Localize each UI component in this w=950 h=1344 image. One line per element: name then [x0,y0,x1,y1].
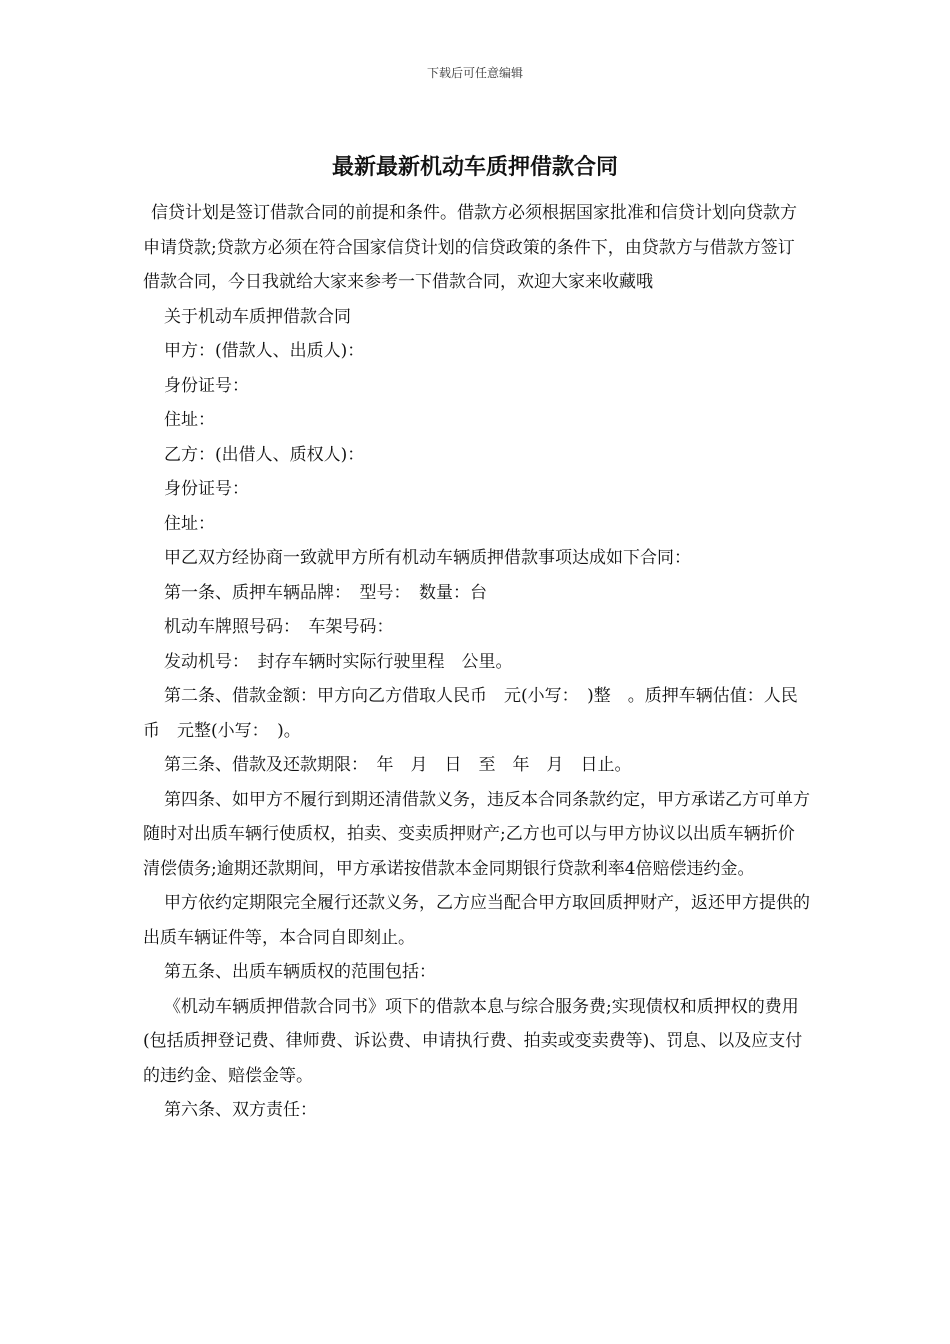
party-b-address: 住址： [164,513,215,534]
article-3-loan-term: 第三条、借款及还款期限： 年 月 日 至 年 月 日止。 [164,755,632,775]
intro-paragraph: 信贷计划是签订借款合同的前提和条件。借款方必须根据国家批准和信贷计划向贷款方申请贷款;贷款方必须在符合国家信贷计划的信贷政策的条件下，由贷款方与借款方签订借款合同，今日我就给大家来参考一下借款合同，欢迎大家来收藏哦 [143,203,797,292]
article-5-heading: 第五条、出质车辆质权的范围包括： [164,962,436,982]
party-a-id-number: 身份证号： [164,375,249,396]
header-note: 下载后可任意编辑 [426,66,523,80]
article-1-engine-mileage: 发动机号： 封存车辆时实际行驶里程 公里。 [164,651,513,672]
article-6-heading: 第六条、双方责任： [164,1100,317,1120]
party-b-label: 乙方：(出借人、质权人)： [164,444,365,465]
agreement-preamble: 甲乙双方经协商一致就甲方所有机动车辆质押借款事项达成如下合同： [164,548,691,568]
party-a-label: 甲方：(借款人、出质人)： [164,341,365,361]
article-1-plate-frame: 机动车牌照号码： 车架号码： [164,617,394,637]
document-body [143,196,811,1128]
article-1-vehicle: 第一条、质押车辆品牌： 型号： 数量：台 [164,582,487,603]
document-title: 最新最新机动车质押借款合同 [331,154,618,180]
article-4-repayment: 甲方依约定期限完全履行还款义务，乙方应当配合甲方取回质押财产，返还甲方提供的出质车辆证件等，本合同自即刻止。 [143,893,810,948]
article-4-default: 第四条、如甲方不履行到期还清借款义务，违反本合同条款约定，甲方承诺乙方可单方随时对出质车辆行使质权，拍卖、变卖质押财产;乙方也可以与甲方协议以出质车辆折价清偿债务;逾期还款期间，甲方承诺按借款本金同期银行贷款利率4倍赔偿违约金。 [143,789,810,879]
party-b-id-number: 身份证号： [164,479,249,499]
party-a-address: 住址： [164,410,215,430]
article-5-scope: 《机动车辆质押借款合同书》项下的借款本息与综合服务费;实现债权和质押权的费用(包括质押登记费、律师费、诉讼费、申请执行费、拍卖或变卖费等)、罚息、以及应支付的违约金、赔偿金等。 [143,996,803,1086]
section-heading: 关于机动车质押借款合同 [164,306,351,327]
article-2-loan-amount: 第二条、借款金额：甲方向乙方借取人民币 元(小写： )整 。质押车辆估值：人民币 元整(小写： )。 [143,686,798,741]
